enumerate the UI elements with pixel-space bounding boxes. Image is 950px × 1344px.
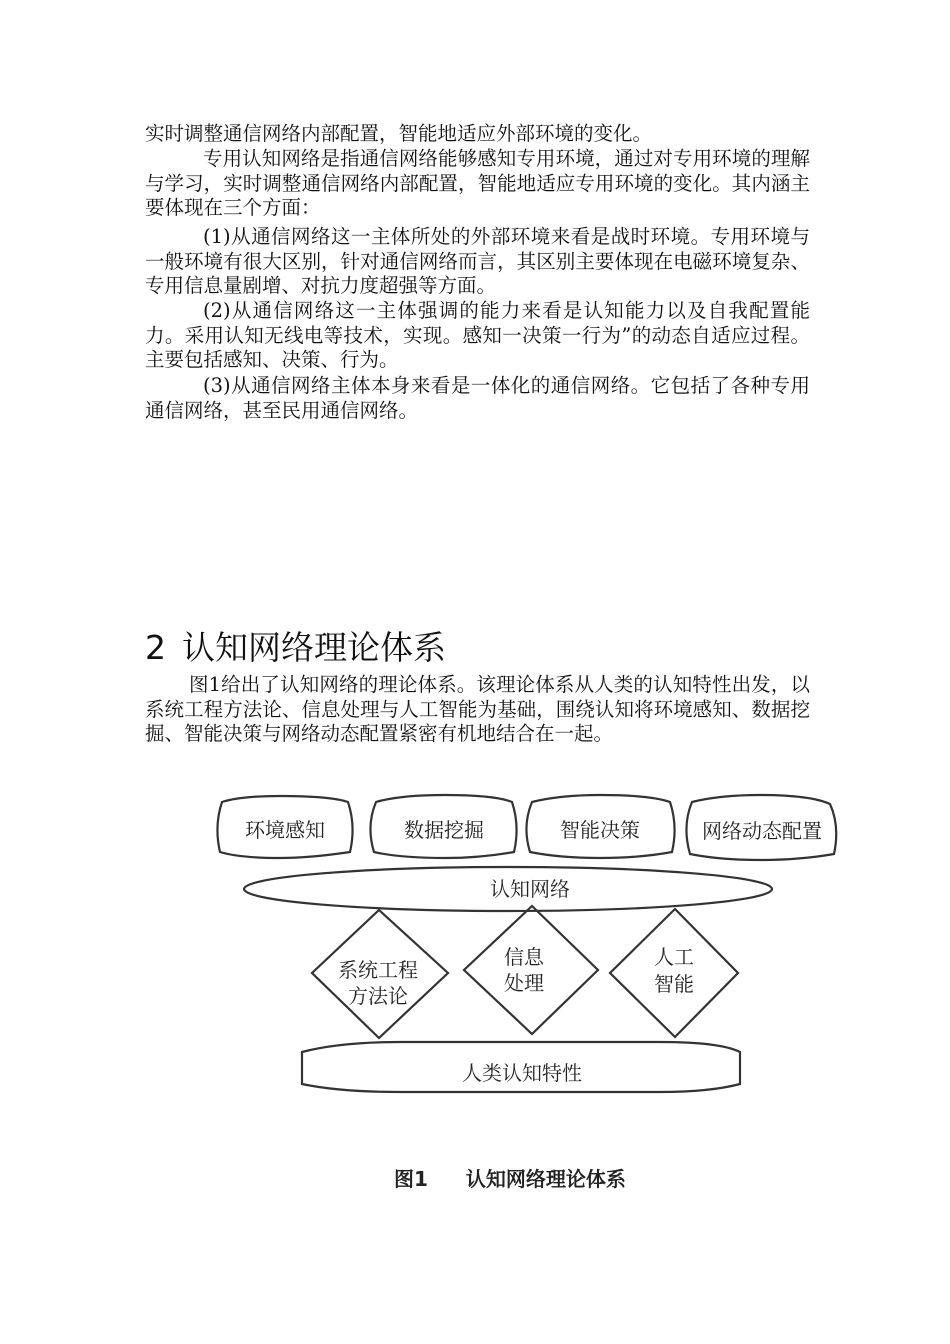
section-intro-paragraph: 图1给出了认知网络的理论体系。该理论体系从人类的认知特性出发，以系统工程方法论、信息处理与人工智能为基础，围绕认知将环境感知、数据挖掘、智能决策与网络动态配置紧密有机地结合在一起。 [145,673,810,746]
ellipse-label-cognitive-network: 认知网络 [490,877,570,901]
figure-caption [394,1163,626,1192]
box-label-intelligent-decision: 智能决策 [560,818,640,842]
paragraph-point-2: (2)从通信网络这一主体强调的能力来看是认知能力以及自我配置能力。采用认知无线电等技术，实现。感知一决策一行为”的动态自适应过程。主要包括感知、决策、行为。 [145,299,810,372]
box-label-data-mining: 数据挖掘 [404,818,484,842]
diamond-label-2-line1: 信息 [504,945,544,969]
box-label-environment-sensing: 环境感知 [245,818,325,842]
section-title: 认知网络理论体系 [182,628,446,667]
diamond-label-2-line2: 处理 [504,971,544,995]
diamond-label-3-line2: 智能 [654,972,694,996]
theory-system-diagram [200,790,840,1100]
figure-caption-label: 图1 [394,1167,428,1191]
paragraph-definition: 专用认知网络是指通信网络能够感知专用环境，通过对专用环境的理解与学习，实时调整通信网络内部配置，智能地适应专用环境的变化。其内涵主要体现在三个方面： [145,147,810,220]
paragraph-point-3: (3)从通信网络主体本身来看是一体化的通信网络。它包括了各种专用通信网络，甚至民用通信网络。 [145,374,810,422]
box-label-network-dynamic-config: 网络动态配置 [702,819,822,843]
paragraph-point-1: (1)从通信网络这一主体所处的外部环境来看是战时环境。专用环境与一般环境有很大区别，针对通信网络而言，其区别主要体现在电磁环境复杂、专用信息量剧增、对抗力度超强等方面。 [145,225,810,298]
paragraph-continuation: 实时调整通信网络内部配置，智能地适应外部环境的变化。 [145,122,653,145]
figure-caption-title: 认知网络理论体系 [465,1167,626,1191]
section-number: 2 [145,628,166,667]
diamond-label-3-line1: 人工 [654,945,694,969]
section-heading [145,627,446,669]
diamond-info-processing [464,906,598,1034]
diamond-label-1-line1: 系统工程 [338,958,418,982]
diamond-label-1-line2: 方法论 [348,984,408,1008]
cylinder-label-human-cognition: 人类认知特性 [462,1061,582,1085]
